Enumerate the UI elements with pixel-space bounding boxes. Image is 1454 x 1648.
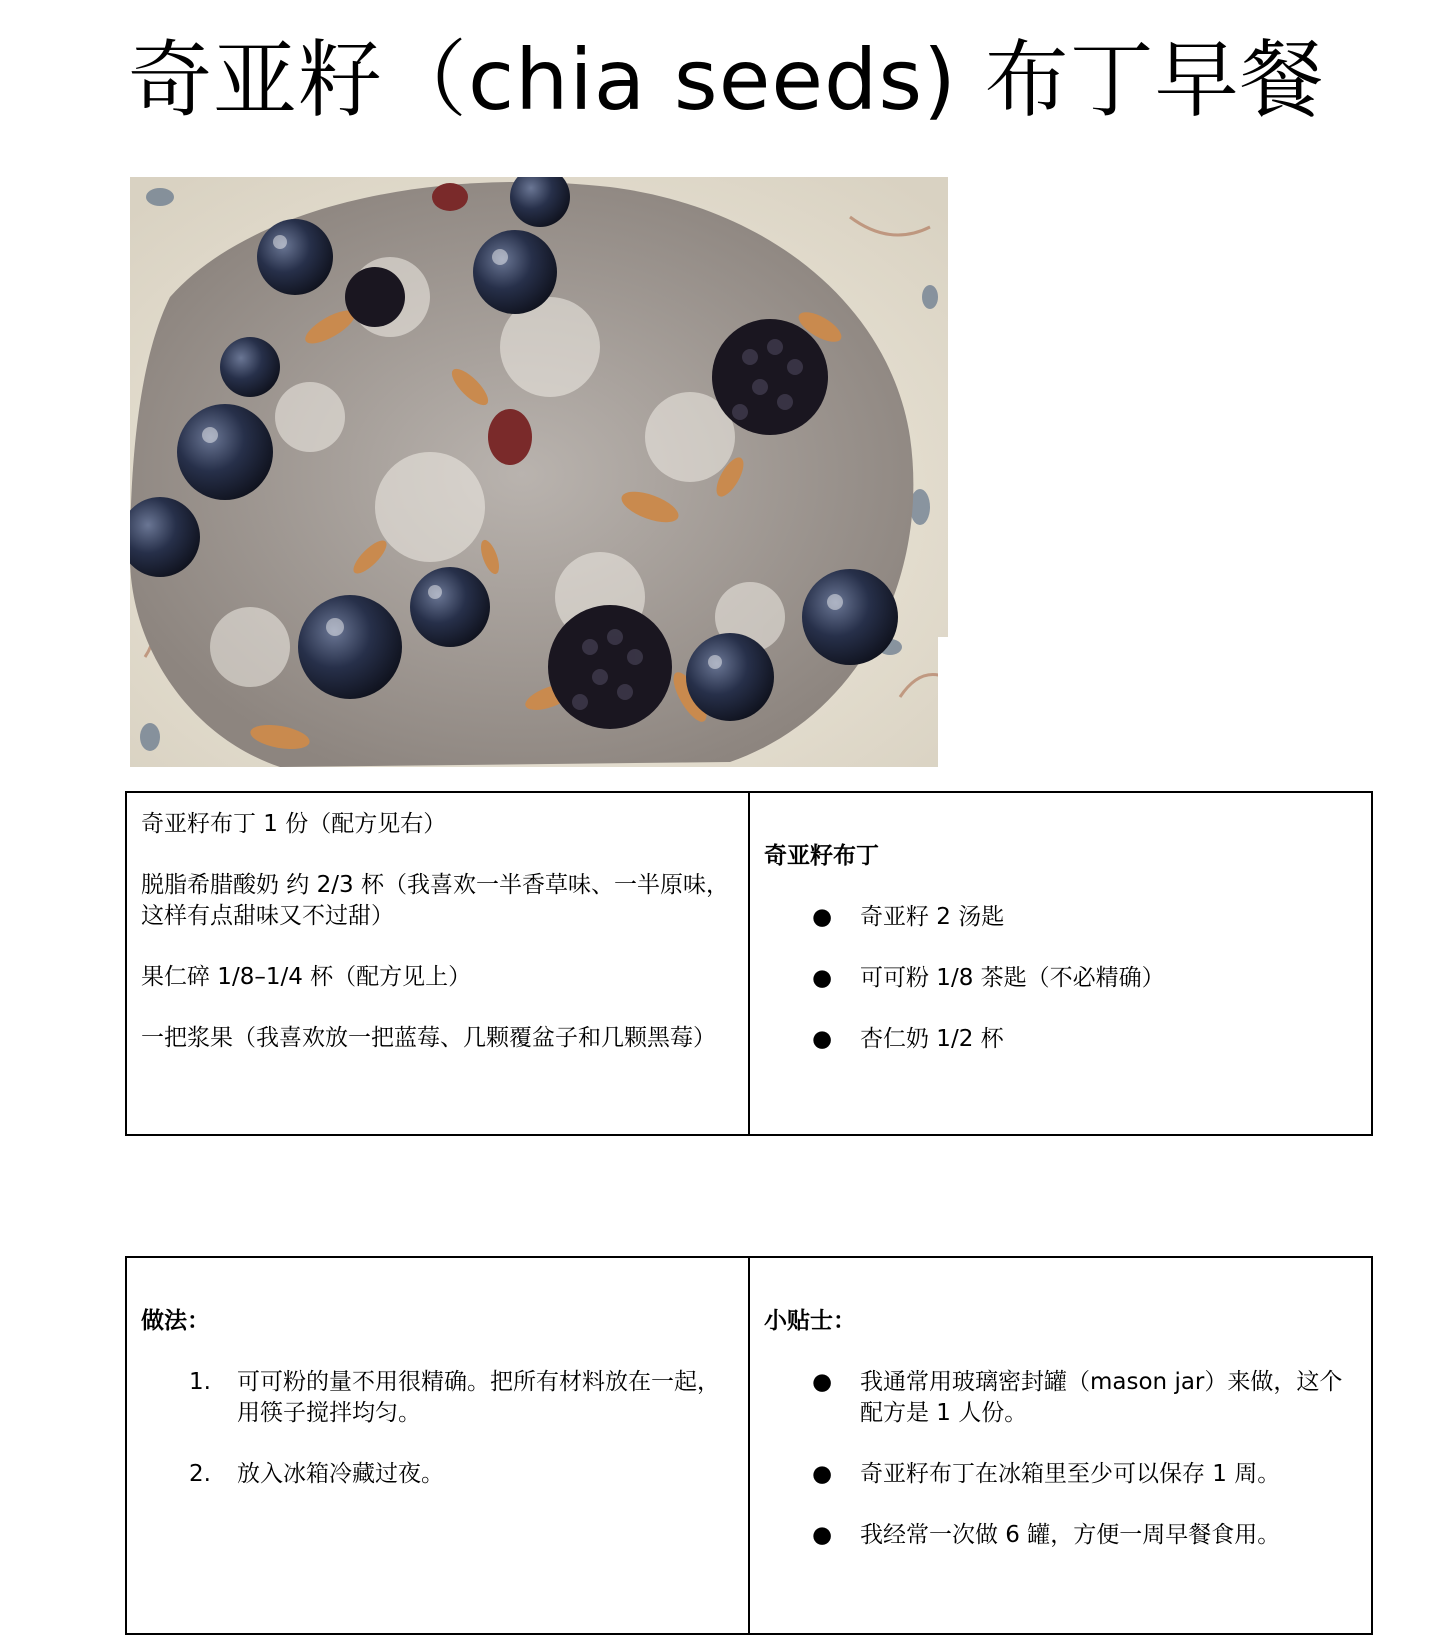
bullet-icon: ● xyxy=(812,1522,833,1548)
tips-heading: 小贴士： xyxy=(764,1308,856,1334)
tips-cell xyxy=(749,1257,1372,1634)
method-tips-table xyxy=(125,1256,1373,1635)
tips-list xyxy=(764,1367,1357,1551)
list-item: ● 可可粉 1/8 茶匙（不必精确） xyxy=(764,963,1357,994)
list-item: ● 奇亚籽布丁在冰箱里至少可以保存 1 周。 xyxy=(764,1459,1357,1490)
bullet-icon: ● xyxy=(812,1026,833,1052)
page-title: 奇亚籽（chia seeds) 布丁早餐 xyxy=(128,31,1325,129)
bullet-icon: ● xyxy=(812,965,833,991)
method-steps xyxy=(141,1367,734,1490)
list-item: ● 我经常一次做 6 罐，方便一周早餐食用。 xyxy=(764,1520,1357,1551)
bullet-icon: ● xyxy=(812,1369,833,1395)
ingredients-table xyxy=(125,791,1373,1136)
list-item: ● 奇亚籽 2 汤匙 xyxy=(764,902,1357,933)
ingredient-line: 一把浆果（我喜欢放一把蓝莓、几颗覆盆子和几颗黑莓） xyxy=(141,1025,716,1051)
bullet-icon: ● xyxy=(812,1461,833,1487)
step-number: 2. xyxy=(189,1461,211,1487)
ingredient-line: 果仁碎 1/8–1/4 杯（配方见上） xyxy=(141,964,472,990)
list-item: 2. 放入冰箱冷藏过夜。 xyxy=(141,1459,734,1490)
bullet-icon: ● xyxy=(812,904,833,930)
ingredients-right-cell xyxy=(749,792,1372,1135)
method-heading: 做法： xyxy=(141,1308,210,1334)
ingredients-left-cell xyxy=(126,792,749,1135)
step-number: 1. xyxy=(189,1369,211,1395)
list-item: 1. 可可粉的量不用很精确。把所有材料放在一起，用筷子搅拌均匀。 xyxy=(189,1369,720,1426)
ingredient-line: 脱脂希腊酸奶 约 2/3 杯（我喜欢一半香草味、一半原味，这样有点甜味又不过甜） xyxy=(141,872,729,929)
list-item: ● 我通常用玻璃密封罐（mason jar）来做，这个配方是 1 人份。 xyxy=(812,1369,1343,1426)
chia-pudding-photo xyxy=(130,177,948,767)
ingredient-line: 奇亚籽布丁 1 份（配方见右） xyxy=(141,811,447,837)
list-item: ● 杏仁奶 1/2 杯 xyxy=(764,1024,1357,1055)
pudding-heading: 奇亚籽布丁 xyxy=(764,843,879,869)
method-cell xyxy=(126,1257,749,1634)
pudding-list xyxy=(764,902,1357,1055)
